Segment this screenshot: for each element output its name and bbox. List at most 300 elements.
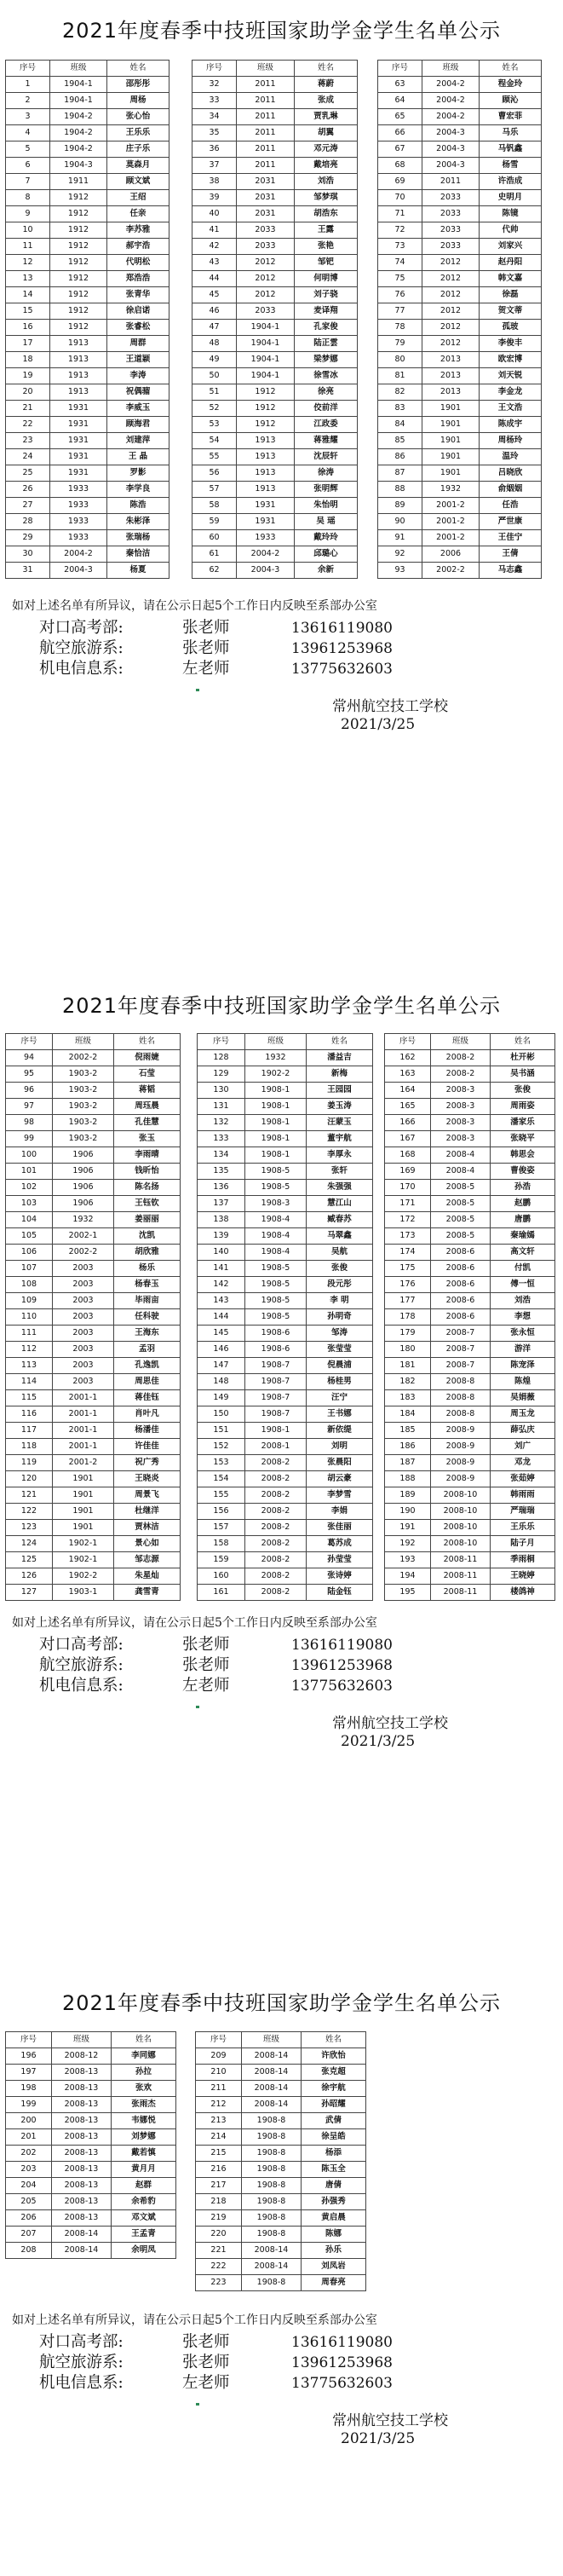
row-name: 李俊丰	[480, 336, 542, 352]
row-index: 223	[196, 2275, 242, 2291]
row-class: 1912	[50, 320, 107, 336]
table-row	[378, 190, 542, 206]
row-name: 邓龙	[491, 1455, 555, 1471]
row-name: 杨乐	[114, 1261, 181, 1277]
table-row	[6, 336, 169, 352]
row-class: 1931	[50, 465, 107, 482]
table-row	[378, 368, 542, 384]
row-index: 40	[192, 206, 237, 222]
row-class: 2008-9	[431, 1423, 491, 1439]
row-index: 26	[6, 482, 50, 498]
table-row	[6, 1066, 181, 1083]
row-name: 景心如	[114, 1536, 181, 1552]
row-index: 222	[196, 2259, 242, 2275]
table-row	[378, 546, 542, 563]
table-row	[6, 1390, 181, 1406]
row-index: 28	[6, 514, 50, 530]
table-row	[6, 2081, 176, 2097]
row-index: 3	[6, 109, 50, 125]
row-index: 215	[196, 2146, 242, 2162]
row-name: 余新	[295, 563, 358, 579]
row-name: 倪雨婕	[114, 1050, 181, 1066]
row-name: 钱昕怡	[114, 1164, 181, 1180]
row-name: 段元彤	[307, 1277, 373, 1293]
row-name: 代帅	[480, 222, 542, 239]
table-row	[6, 2227, 176, 2243]
table-row	[6, 1520, 181, 1536]
row-name: 吴 瑶	[295, 514, 358, 530]
table-row	[378, 384, 542, 401]
row-name: 刘天锐	[480, 368, 542, 384]
table-row	[6, 1212, 181, 1228]
row-name: 陈娜	[302, 2227, 366, 2243]
row-index: 103	[6, 1196, 53, 1212]
row-class: 1901	[53, 1520, 114, 1536]
row-name: 张瑞杨	[107, 530, 169, 546]
table-row	[385, 1180, 555, 1196]
row-class: 2008-14	[242, 2065, 302, 2081]
row-name: 薛弘庆	[491, 1423, 555, 1439]
table-row	[6, 2129, 176, 2146]
table-row	[385, 1309, 555, 1326]
table-row	[198, 1180, 373, 1196]
row-class: 1912	[50, 255, 107, 271]
row-index: 11	[6, 239, 50, 255]
row-name: 黄启晨	[302, 2210, 366, 2227]
row-index: 87	[378, 465, 422, 482]
row-name: 臧春苏	[307, 1212, 373, 1228]
row-name: 徐宇航	[302, 2081, 366, 2097]
row-index: 220	[196, 2227, 242, 2243]
row-index: 35	[192, 125, 237, 142]
row-name: 王晓炎	[114, 1471, 181, 1487]
row-name: 蒋佳钰	[114, 1390, 181, 1406]
row-class: 1912	[50, 287, 107, 303]
row-class: 1904-1	[50, 77, 107, 93]
row-class: 2008-2	[245, 1552, 307, 1568]
row-index: 29	[6, 530, 50, 546]
table-row	[6, 1131, 181, 1147]
row-name: 赵群	[112, 2178, 176, 2194]
table-row	[6, 498, 169, 514]
row-name: 莫森月	[107, 158, 169, 174]
row-name: 周杨玲	[480, 433, 542, 449]
page-title: 2021年度春季中技班国家助学金学生名单公示	[61, 1991, 502, 2015]
row-name: 陈镜	[480, 206, 542, 222]
row-class: 1908-1	[245, 1115, 307, 1131]
row-name: 王露	[295, 222, 358, 239]
row-name: 张艳	[295, 239, 358, 255]
table-row	[198, 1358, 373, 1374]
table-row	[385, 1536, 555, 1552]
table-row	[385, 1374, 555, 1390]
row-class: 2008-9	[431, 1455, 491, 1471]
header-class: 班级	[53, 1034, 114, 1050]
row-index: 121	[6, 1487, 53, 1504]
contact-phone: 13961253968	[291, 640, 393, 657]
table-row	[378, 514, 542, 530]
row-class: 2008-2	[245, 1471, 307, 1487]
contact-phone: 13961253968	[291, 2354, 393, 2371]
row-name: 李金龙	[480, 384, 542, 401]
row-index: 91	[378, 530, 422, 546]
row-class: 2008-13	[52, 2129, 112, 2146]
table-row	[385, 1245, 555, 1261]
table-row	[6, 142, 169, 158]
contact-teacher: 左老师	[182, 660, 230, 678]
row-class: 2031	[237, 190, 295, 206]
row-class: 2008-4	[431, 1147, 491, 1164]
row-index: 62	[192, 563, 237, 579]
table-row	[6, 514, 169, 530]
row-index: 131	[198, 1099, 245, 1115]
row-index: 72	[378, 222, 422, 239]
table-row	[6, 303, 169, 320]
row-class: 2008-14	[242, 2259, 302, 2275]
row-index: 189	[385, 1487, 431, 1504]
row-index: 97	[6, 1099, 53, 1115]
row-index: 124	[6, 1536, 53, 1552]
row-class: 1908-7	[245, 1406, 307, 1423]
row-index: 6	[6, 158, 50, 174]
table-row	[378, 255, 542, 271]
row-index: 107	[6, 1261, 53, 1277]
school-name: 常州航空技工学校	[332, 1715, 448, 1732]
row-name: 戴培亮	[295, 158, 358, 174]
row-index: 122	[6, 1504, 53, 1520]
row-index: 96	[6, 1083, 53, 1099]
contact-line	[39, 1653, 393, 1675]
row-class: 2002-1	[53, 1228, 114, 1245]
row-index: 21	[6, 401, 50, 417]
row-class: 2008-14	[242, 2243, 302, 2259]
row-class: 2003	[53, 1342, 114, 1358]
row-name: 许欣怡	[302, 2048, 366, 2065]
table-row	[6, 530, 169, 546]
row-name: 严瑞瑞	[491, 1504, 555, 1520]
table-row	[6, 1147, 181, 1164]
table-row	[198, 1520, 373, 1536]
row-index: 221	[196, 2243, 242, 2259]
row-name: 陈宠泽	[491, 1358, 555, 1374]
row-class: 2012	[422, 271, 480, 287]
table-row	[198, 1326, 373, 1342]
row-index: 82	[378, 384, 422, 401]
row-index: 39	[192, 190, 237, 206]
row-name: 李 明	[307, 1293, 373, 1309]
row-index: 195	[385, 1585, 431, 1601]
table-row	[6, 2097, 176, 2113]
row-index: 22	[6, 417, 50, 433]
row-name: 王乐乐	[491, 1520, 555, 1536]
row-name: 任科驶	[114, 1309, 181, 1326]
contact-phone: 13775632603	[291, 2375, 393, 2392]
row-index: 147	[198, 1358, 245, 1374]
row-index: 2	[6, 93, 50, 109]
row-index: 186	[385, 1439, 431, 1455]
row-index: 98	[6, 1115, 53, 1131]
row-index: 193	[385, 1552, 431, 1568]
row-class: 2008-13	[52, 2146, 112, 2162]
row-class: 2008-13	[52, 2178, 112, 2194]
row-class: 1908-4	[245, 1228, 307, 1245]
row-index: 20	[6, 384, 50, 401]
row-class: 1908-6	[245, 1326, 307, 1342]
row-class: 2008-7	[431, 1342, 491, 1358]
table-row	[198, 1083, 373, 1099]
row-index: 117	[6, 1423, 53, 1439]
row-class: 2012	[422, 303, 480, 320]
table-row	[385, 1147, 555, 1164]
row-class: 2008-3	[431, 1099, 491, 1115]
row-index: 111	[6, 1326, 53, 1342]
row-name: 唐倩	[302, 2178, 366, 2194]
row-class: 1903-2	[53, 1131, 114, 1147]
row-name: 孙莹莹	[307, 1552, 373, 1568]
row-class: 1913	[50, 368, 107, 384]
row-index: 17	[6, 336, 50, 352]
table-row	[198, 1487, 373, 1504]
row-class: 2008-5	[431, 1180, 491, 1196]
row-index: 171	[385, 1196, 431, 1212]
table-row	[198, 1164, 373, 1180]
row-name: 曹宏菲	[480, 109, 542, 125]
table-row	[6, 77, 169, 93]
row-class: 2008-9	[431, 1471, 491, 1487]
table-row	[192, 401, 358, 417]
row-index: 60	[192, 530, 237, 546]
row-name: 游洋	[491, 1342, 555, 1358]
row-class: 1903-2	[53, 1083, 114, 1099]
row-class: 2012	[237, 255, 295, 271]
table-row	[385, 1164, 555, 1180]
page-title: 2021年度春季中技班国家助学金学生名单公示	[61, 19, 502, 43]
row-name: 戴若慎	[112, 2146, 176, 2162]
row-index: 47	[192, 320, 237, 336]
table-row	[385, 1455, 555, 1471]
table-row	[198, 1115, 373, 1131]
row-class: 2001-2	[53, 1455, 114, 1471]
table-row	[378, 125, 542, 142]
table-row	[385, 1083, 555, 1099]
row-class: 1906	[53, 1164, 114, 1180]
table-row	[6, 222, 169, 239]
row-name: 顾海君	[107, 417, 169, 433]
row-index: 115	[6, 1390, 53, 1406]
row-index: 69	[378, 174, 422, 190]
row-index: 157	[198, 1520, 245, 1536]
table-row	[378, 352, 542, 368]
row-name: 马翠鑫	[307, 1228, 373, 1245]
table-row	[378, 142, 542, 158]
row-index: 136	[198, 1180, 245, 1196]
contact-teacher: 张老师	[182, 619, 230, 637]
row-index: 180	[385, 1342, 431, 1358]
table-row	[6, 2065, 176, 2081]
row-index: 173	[385, 1228, 431, 1245]
row-class: 1901	[422, 465, 480, 482]
row-name: 高文轩	[491, 1245, 555, 1261]
row-name: 严世康	[480, 514, 542, 530]
table-row	[6, 465, 169, 482]
row-index: 12	[6, 255, 50, 271]
contact-phone: 13616119080	[291, 1637, 393, 1654]
row-name: 王海东	[114, 1326, 181, 1342]
row-name: 张茹婷	[491, 1471, 555, 1487]
row-class: 2008-13	[52, 2097, 112, 2113]
page-title: 2021年度春季中技班国家助学金学生名单公示	[61, 994, 502, 1018]
row-index: 19	[6, 368, 50, 384]
school-name: 常州航空技工学校	[332, 2412, 448, 2429]
row-index: 7	[6, 174, 50, 190]
table-row	[378, 320, 542, 336]
row-name: 付凯	[491, 1261, 555, 1277]
row-index: 46	[192, 303, 237, 320]
row-name: 吴娟薇	[491, 1390, 555, 1406]
row-name: 倪晨浦	[307, 1358, 373, 1374]
row-index: 48	[192, 336, 237, 352]
row-class: 2012	[237, 287, 295, 303]
row-name: 祝偶骝	[107, 384, 169, 401]
table-row	[198, 1536, 373, 1552]
row-index: 204	[6, 2178, 52, 2194]
objection-notice: 如对上述名单有所异议，请在公示日起5个工作日内反映至系部办公室	[12, 2313, 377, 2327]
row-class: 2008-9	[431, 1439, 491, 1455]
row-name: 楼鸽神	[491, 1585, 555, 1601]
row-index: 85	[378, 433, 422, 449]
row-name: 贺文蒂	[480, 303, 542, 320]
row-class: 2008-2	[431, 1066, 491, 1083]
row-name: 余明凤	[112, 2243, 176, 2259]
row-index: 207	[6, 2227, 52, 2243]
row-name: 张克超	[302, 2065, 366, 2081]
table-row	[385, 1131, 555, 1147]
row-class: 1901	[422, 449, 480, 465]
row-name: 俞姻姻	[480, 482, 542, 498]
header-index: 序号	[6, 1034, 53, 1050]
table-row	[378, 158, 542, 174]
row-name: 顾沁	[480, 93, 542, 109]
row-name: 汪宁	[307, 1390, 373, 1406]
row-index: 159	[198, 1552, 245, 1568]
row-index: 61	[192, 546, 237, 563]
table-row	[192, 563, 358, 579]
row-index: 42	[192, 239, 237, 255]
row-class: 2008-3	[431, 1083, 491, 1099]
row-class: 2001-1	[53, 1423, 114, 1439]
row-index: 188	[385, 1471, 431, 1487]
row-index: 31	[6, 563, 50, 579]
row-class: 2008-13	[52, 2081, 112, 2097]
row-class: 2001-2	[422, 530, 480, 546]
green-mark	[196, 2403, 199, 2406]
table-row	[6, 255, 169, 271]
row-class: 2008-4	[431, 1164, 491, 1180]
row-index: 36	[192, 142, 237, 158]
table-row	[6, 1455, 181, 1471]
row-class: 2001-1	[53, 1439, 114, 1455]
row-class: 2008-1	[245, 1439, 307, 1455]
table-row	[196, 2146, 366, 2162]
row-index: 99	[6, 1131, 53, 1147]
table-row	[6, 368, 169, 384]
row-name: 梁梦娜	[295, 352, 358, 368]
table-row	[6, 433, 169, 449]
row-index: 41	[192, 222, 237, 239]
contact-line	[39, 2330, 393, 2352]
row-class: 2008-10	[431, 1487, 491, 1504]
table-row	[378, 498, 542, 514]
row-index: 208	[6, 2243, 52, 2259]
row-index: 1	[6, 77, 50, 93]
row-index: 81	[378, 368, 422, 384]
row-class: 1901	[53, 1504, 114, 1520]
row-class: 2008-14	[52, 2227, 112, 2243]
row-index: 77	[378, 303, 422, 320]
row-name: 杨桂男	[307, 1374, 373, 1390]
row-index: 219	[196, 2210, 242, 2227]
row-class: 1911	[50, 174, 107, 190]
row-name: 邓文斌	[112, 2210, 176, 2227]
row-index: 112	[6, 1342, 53, 1358]
row-class: 2008-11	[431, 1585, 491, 1601]
table-row	[385, 1115, 555, 1131]
row-class: 1913	[50, 384, 107, 401]
row-name: 汪蒙玉	[307, 1115, 373, 1131]
row-index: 201	[6, 2129, 52, 2146]
row-name: 李苏雅	[107, 222, 169, 239]
row-name: 邹钯	[295, 255, 358, 271]
row-index: 153	[198, 1455, 245, 1471]
table-row	[192, 109, 358, 125]
row-class: 1908-1	[245, 1083, 307, 1099]
table-row	[378, 433, 542, 449]
row-index: 191	[385, 1520, 431, 1536]
contact-department: 航空旅游系:	[39, 2354, 124, 2371]
row-name: 顾文斌	[107, 174, 169, 190]
row-class: 2008-3	[431, 1115, 491, 1131]
table-row	[6, 1228, 181, 1245]
row-class: 2011	[237, 158, 295, 174]
row-index: 141	[198, 1261, 245, 1277]
row-name: 陈成宇	[480, 417, 542, 433]
table-row	[196, 2065, 366, 2081]
row-class: 1901	[422, 401, 480, 417]
row-index: 66	[378, 125, 422, 142]
table-row	[385, 1390, 555, 1406]
header-class: 班级	[242, 2032, 302, 2048]
table-row	[6, 2194, 176, 2210]
contact-department: 机电信息系:	[39, 2374, 124, 2392]
row-class: 1931	[50, 417, 107, 433]
row-index: 162	[385, 1050, 431, 1066]
row-class: 2011	[237, 109, 295, 125]
row-class: 1931	[50, 401, 107, 417]
row-class: 1904-3	[50, 158, 107, 174]
recipient-table	[5, 2031, 176, 2259]
row-index: 52	[192, 401, 237, 417]
row-name: 任浩	[480, 498, 542, 514]
row-name: 罗影	[107, 465, 169, 482]
row-index: 211	[196, 2081, 242, 2097]
row-index: 45	[192, 287, 237, 303]
row-class: 1908-8	[242, 2178, 302, 2194]
row-class: 1908-8	[242, 2113, 302, 2129]
row-name: 杨雪	[480, 158, 542, 174]
row-index: 13	[6, 271, 50, 287]
row-class: 2008-10	[431, 1504, 491, 1520]
contact-line	[39, 2350, 393, 2372]
